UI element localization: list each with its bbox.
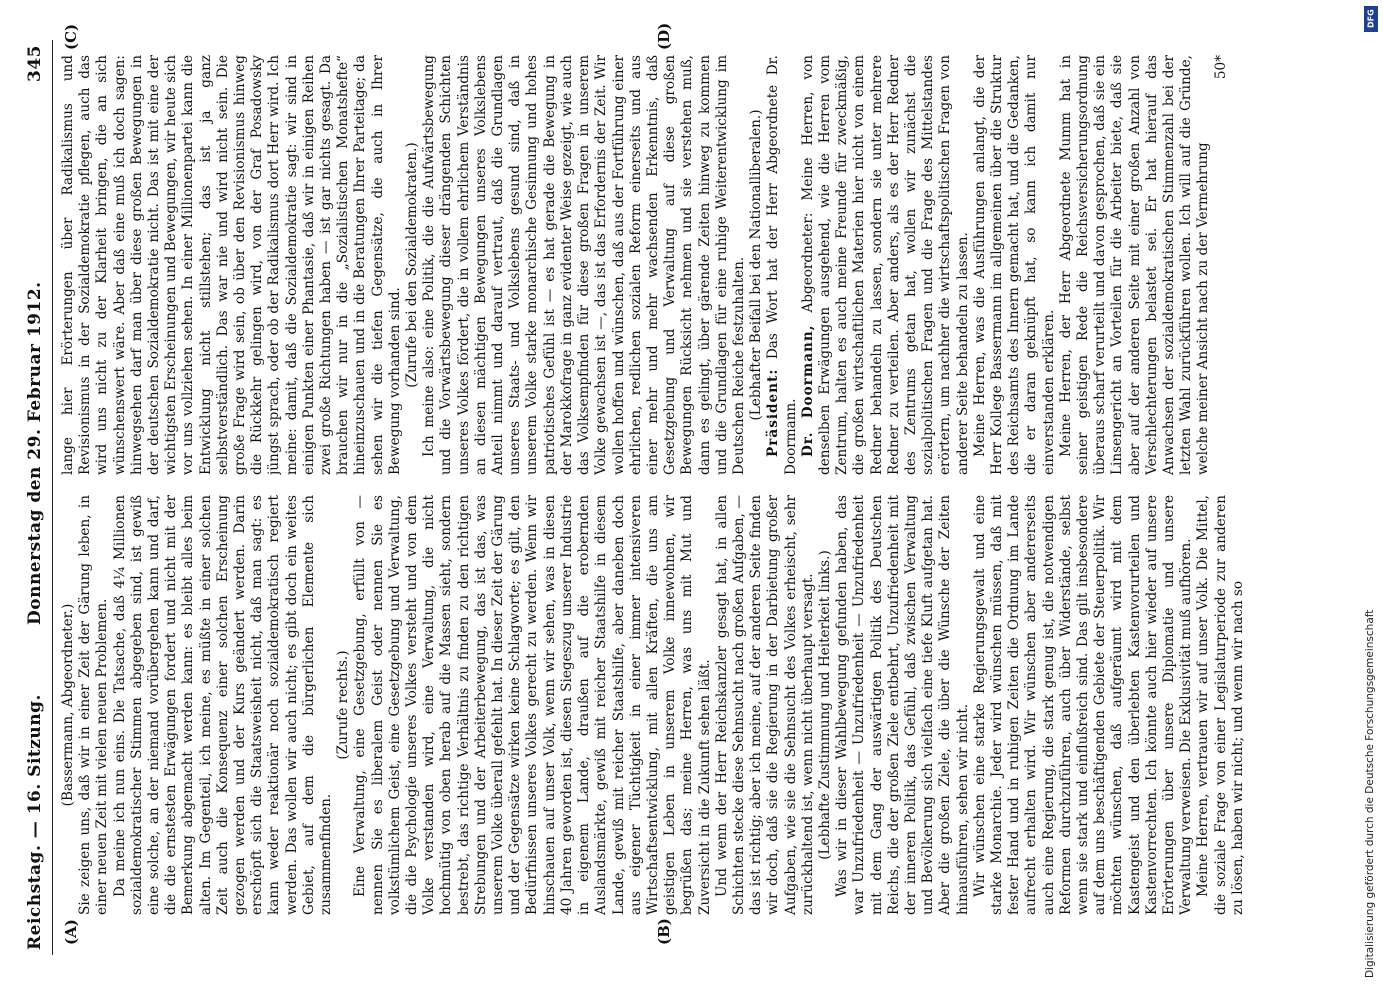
paragraph: Eine Verwaltung, eine Gesetzgebung, erfüllt von — nennen Sie es liberalem Geist oder nennen Sie es volkstümlichem Geist, eine Gesetzgebung und Verwaltung, die die Psychologie unseres Volkes versteht und von dem Volke verstanden wird, eine Verwaltung, die nicht hochmütig von oben herab auf die Massen sieht, sondern bestrebt, das richtige Verhältnis zu finden zu den richtigen Strebungen und der Arbeiterbewegung, das ist das, was unserem Volke überall gefehlt hat. In dieser Zeit der Gärung und der Gegensätze wirken keine Schlagworte; es gilt, den Bedürfnissen unseres Volkes gerecht zu werden. Wenn wir hinschauen auf unser Volk, wenn wir sehen, was in diesen 40 Jahren geworden ist, diesen Siegeszug unserer Industrie in eigenem Lande, draußen auf die erobernden Auslandsmärkte, gewiß mit reicher Staatshilfe in diesem Lande, gewiß mit reicher Staatshilfe, aber daneben doch aus eigener Tüchtigkeit in einer immer intensiveren Wirtschaftsentwicklung, mit allen Kräften, die uns am geistigen Leben in unserem Volke innewohnen, wir begrüßen das; meine Herren, was uns mit Mut und Zuversicht in die Zukunft sehen läßt.: [352, 495, 713, 915]
header-left: Reichstag. — 16. Sitzung.: [25, 694, 45, 950]
margin-mark-a: (A): [62, 919, 80, 945]
paragraph: Und wenn der Herr Reichskanzler gesagt hat, in allen Schichten stecke diese Sehnsucht nach großen Aufgaben, — das ist richtig; aber ich meine, auf der anderen Seite finden wir doch, daß sie die Regierung in der Darbietung großer Aufgaben, wie sie die Sehnsucht des Volkes erheischt, sehr zurückhaltend ist, wenn nicht überhaupt versagt.: [713, 495, 816, 915]
rotated-page: [20, 22, 1375, 975]
signature-mark: 50*: [1212, 55, 1229, 80]
speaker-name: Dr. Doormann,: [799, 324, 816, 457]
interjection: (Lebhafter Beifall bei den Nationalliberalen.): [748, 109, 765, 421]
dfg-credit: Digitalisierung gefördert durch die Deutsche Forschungsgemeinschaft: [1364, 609, 1376, 978]
paragraph: Sie zeigen uns, daß wir in einer Zeit der Gärung leben, in einer neuen Zeit mit vielen neuen Problemen.: [77, 495, 111, 915]
paragraph: Ich meine also: eine Politik, die die Aufwärtsbewegung und die Vorwärtsbewegung dieser drängenden Schichten unseres Volkes fördert, die in vollem ehrlichem Verständnis an diesen mächtigen Bewegungen unseres Volkslebens Anteil nimmt und darauf vertraut, daß die Grundlagen unseres Staats- und Volkslebens gesund sind, daß in unserem Volke starke monarchische Gesinnung und hohes patriotisches Gefühl ist — es hat gerade die Bewegung in der Marokkofrage in ganz evidenter Weise gezeigt, wie auch das Volksempfinden für diese großen Fragen in unserem Volke gewachsen ist —, das ist das Erfordernis der Zeit. Wir wollen hoffen und wünschen, daß aus der Fortführung einer ehrlichen, redlichen sozialen Reform einerseits und aus einer mehr und mehr wachsenden Erkenntnis, daß Gesetzgebung und Verwaltung auf diese großen Bewegungen Rücksicht nehmen und sie verstehen muß, dann es gelingt, über gärende Zeiten hinweg zu kommen und die Grundlagen für eine ruhige Weiterentwicklung im Deutschen Reiche festzuhalten.: [421, 55, 747, 475]
right-column: [60, 55, 1350, 475]
paragraph: Wir wünschen eine starke Regierungsgewalt und eine starke Monarchie. Jeder wird wünschen müssen, daß mit fester Hand und in ruhigen Zeiten die Ordnung im Lande aufrecht erhalten wird. Wir wünschen aber andererseits auch eine Regierung, die stark genug ist, die notwendigen Reformen durchzuführen, auch über Widerstände, selbst wenn sie stark und einflußreich sind. Das gilt insbesondere auf dem uns beschäftigenden Gebiete der Steuerpolitik. Wir möchten wünschen, daß aufgeräumt wird mit dem Kastengeist und den überlebten Kastenvorurteilen und Kastenvorrechten. Ich könnte auch hier wieder auf unsere Erörterungen über unsere Diplomatie und unsere Verwaltung verweisen. Die Exklusivität muß aufhören.: [971, 495, 1195, 915]
paragraph: Da meine ich nun eins. Die Tatsache, daß 4¼ Millionen sozialdemokratischer Stimmen abgegeben sind, ist gewiß eine solche, an der niemand vorübergehen kann und darf, die die ernstesten Erwägungen fordert und nicht mit der Bemerkung abgemacht werden kann: es bleibt alles beim alten. Im Gegenteil, ich meine, es müßte in einer solchen Zeit auch die Konsequenz einer solchen Erscheinung gezogen werden und der Kurs geändert werden. Darin erschöpft sich die Staatsweisheit nicht, daß man sagt: es kann weder reaktionär noch sozialdemokratisch regiert werden. Das wollen wir auch nicht; es gibt doch ein weites Gebiet, auf dem die bürgerlichen Elemente sich zusammenfinden.: [111, 495, 335, 915]
speaker-ref: (Bassermann, Abgeordneter.): [60, 603, 76, 807]
speaker-line: [800, 55, 972, 475]
paragraph: Meine Herren, vertrauen wir auf unser Volk. Die Mittel, die soziale Frage von einer Legislaturperiode zur anderen zu lösen, haben wir nicht; und wenn wir nach so: [1195, 495, 1246, 915]
paragraph: Meine Herren, der Herr Abgeordnete Mumm hat in seiner geistigen Rede die Reichsversicherungsordnung überaus scharf verurteilt und davon gesprochen, daß sie ein Linsengericht an Vorteilen für die Arbeiter biete, daß sie aber auf der anderen Seite mit einer großen Anzahl von Verschlechterungen belastet sei. Er hat hierauf das Anwachsen der sozialdemokratischen Stimmenzahl bei der letzten Wahl zurückführen wollen. Ich will auf die Gründe, welche meiner Ansicht nach zu der Vermehrung: [1057, 55, 1212, 475]
paragraph: Was wir in dieser Wahlbewegung gefunden haben, das war Unzufriedenheit — Unzufriedenheit — Unzufriedenheit mit dem Gang der auswärtigen Politik des Deutschen Reichs, die der großen Ziele entbehrt, Unzufriedenheit mit der inneren Politik, das Gefühl, daß zwischen Verwaltung und Bevölkerung sich vielfach eine tiefe Kluft aufgetan hat. Aber die großen Ziele, die über die Wünsche der Zeiten hinausführen, sehen wir nicht.: [834, 495, 971, 915]
interjection: (Lebhafte Zustimmung und Heiterkeit links.): [816, 550, 833, 860]
president-text: Das Wort hat der Herr Abgeordnete Dr. Doormann.: [765, 55, 799, 475]
margin-mark-c: (C): [62, 23, 80, 50]
page-number: 345: [25, 45, 45, 82]
speaker-role: Abgeordneter:: [799, 212, 816, 313]
interjection: (Zurufe bei den Sozialdemokraten.): [404, 142, 421, 388]
left-column: [60, 495, 1350, 915]
paragraph: lange hier Erörterungen über Radikalismus und Revisionismus in der Sozialdemokratie pflegen, auch das wird uns nicht zu der Klarheit bringen, die an sich wünschenswert wäre. Aber daß eine muß ich doch sagen: hinwegsehen darf man über diese großen Bewegungen in der deutschen Sozialdemokratie nicht. Das ist mit eine der wichtigsten Erscheinungen und Bewegungen, wir heute sich vor uns vollziehen sehen. In einer Millionenpartei kann die Entwicklung nicht stillstehen; das ist ja ganz selbstverständlich. Das war nie und wird nicht sein. Die große Frage wird sein, ob über den Revisionismus hinweg die Rückkehr gelingen wird, von der Graf Posadowsky jüngst sprach, oder ob der Radikalismus dort Herr wird. Ich meine: damit, daß die Sozialdemokratie sagt: wir sind in einigen Punkten einer Phantasie, daß wir in einigen Reihen zwei große Richtungen haben — ist gar nichts gesagt. Da brauchen wir nur in die „Sozialistischen Monatshefte“ hineinzuschauen und in die Beratungen Ihrer Parteitage; da sehen wir die tiefen Gegensätze, die auch in Ihrer Bewegung vorhanden sind.: [60, 55, 403, 475]
paragraph: Meine Herren, von denselben Erwägungen ausgehend, wie die Herren vom Zentrum, halten es auch meine Freunde für zweckmäßig, die großen wirtschaftlichen Materien hier nicht von einem Redner behandeln zu lassen, sondern sie unter mehrere Redner zu verteilen. Aber anders, als es der Herr Redner des Zentrums getan hat, wollen wir zunächst die sozialpolitischen Fragen und die Frage des Mittelstandes erörtern, um nachher die wirtschaftspolitischen Fragen von anderer Seite behandeln zu lassen.: [799, 55, 971, 475]
header-date: Donnerstag den 29. Februar 1912.: [25, 281, 45, 625]
paragraph: Meine Herren, was die Ausführungen anlangt, die der Herr Kollege Bassermann im allgemeinen über die Struktur des Reichsamts des Innern gemacht hat, und die Gedanken, die er daran geknüpft hat, so kann ich damit nur einverstanden erklären.: [971, 55, 1057, 475]
margin-mark-d: (D): [655, 22, 673, 50]
margin-mark-b: (B): [655, 918, 673, 945]
header-rule: [52, 40, 53, 955]
president-line: [765, 55, 799, 475]
interjection: (Zurufe rechts.): [335, 650, 352, 760]
president-label: Präsident:: [765, 368, 782, 457]
dfg-logo: DFG: [1364, 6, 1378, 32]
page-header: [25, 25, 55, 975]
